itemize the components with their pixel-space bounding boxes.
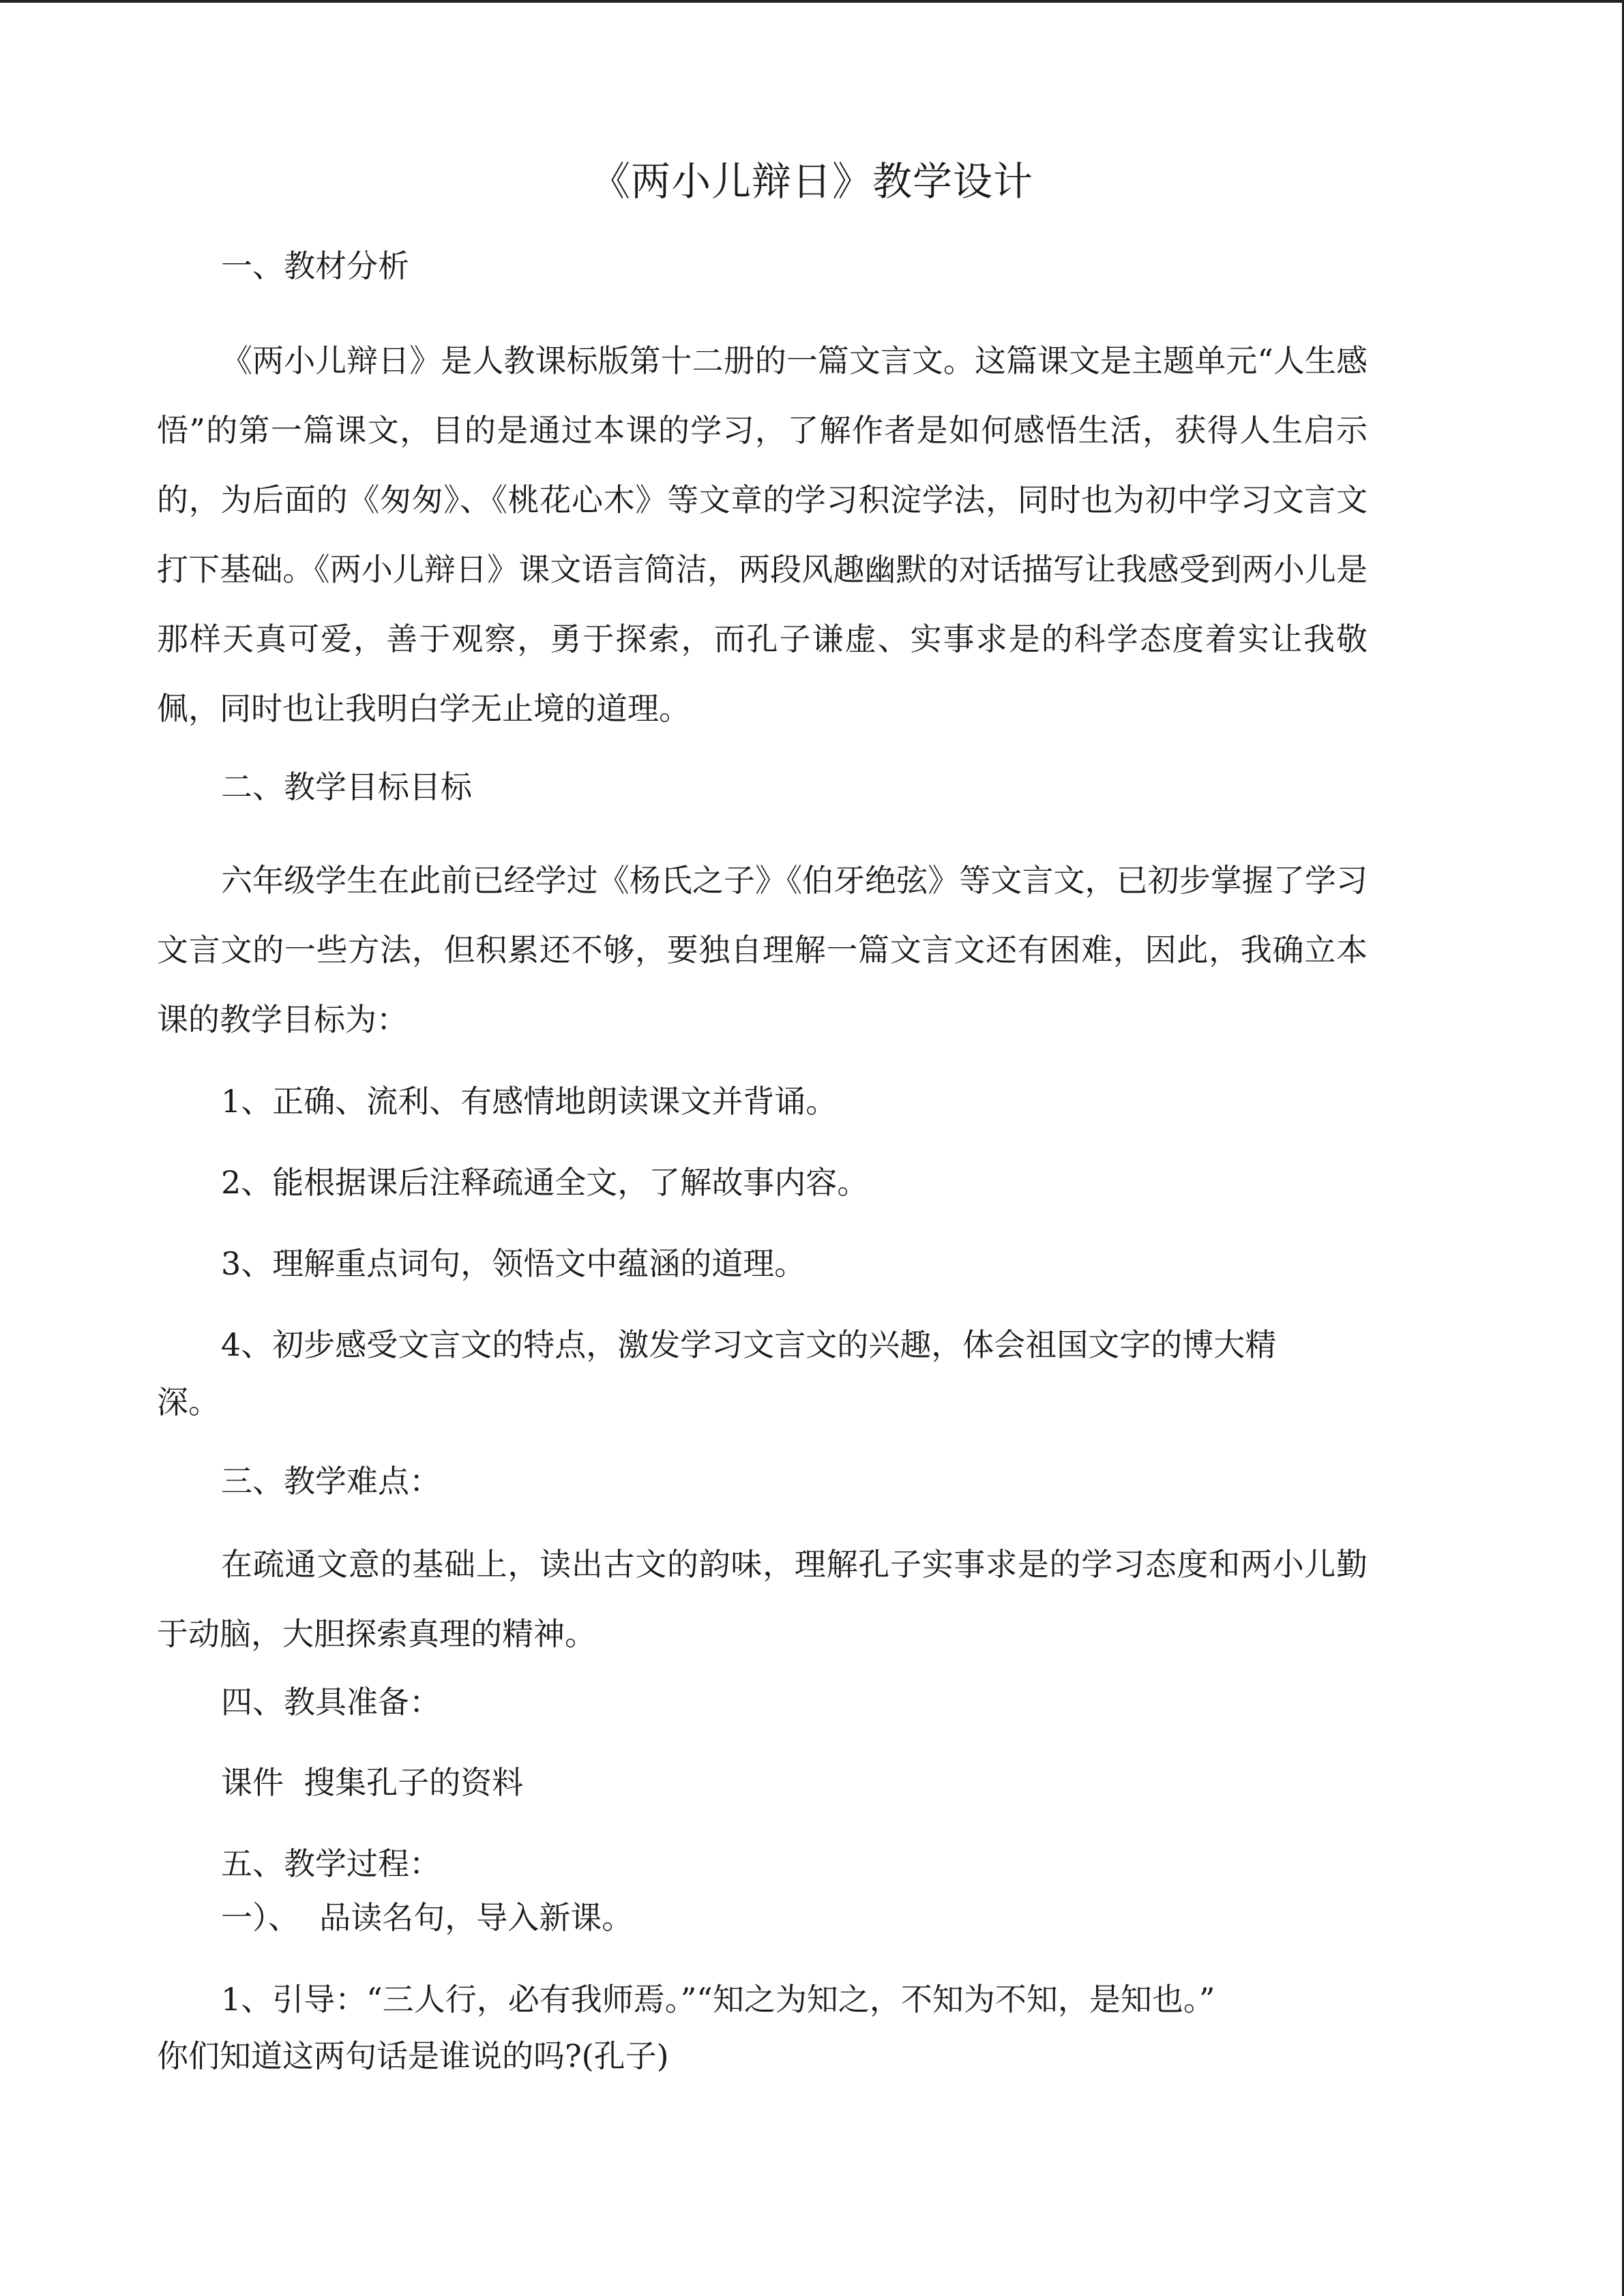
- section-content-4: 课件 搜集孔子的资料: [221, 1764, 524, 1801]
- section-paragraph-1: 《两小儿辩日》是人教课标版第十二册的一篇文言文。这篇课文是主题单元“人生感悟”的第一篇课文，目的是通过本课的学习，了解作者是如何感悟生活，获得人生启示的，为后面的《匆匆》、《桃花心木》等文章的学习积淀学法，同时也为初中学习文言文打下基础。《两小儿辩日》课文语言简洁，两段风趣幽默的对话描写让我感受到两小儿是那样天真可爱，善于观察，勇于探索，而孔子谦虚、实事求是的科学态度着实让我敬佩，同时也让我明白学无止境的道理。: [157, 342, 1368, 727]
- document-title: 《两小儿辩日》教学设计: [590, 158, 1033, 205]
- section-paragraph-2: 六年级学生在此前已经学过《杨氏之子》《伯牙绝弦》等文言文，已初步掌握了学习文言文的一些方法，但积累还不够，要独自理解一篇文言文还有困难，因此，我确立本课的教学目标为：: [157, 862, 1368, 1038]
- page-top-border: [0, 0, 1624, 3]
- section-heading-5: 五、教学过程：: [221, 1845, 441, 1882]
- goal-item-4-continued: 深。: [157, 1384, 220, 1420]
- section-heading-2: 二、教学目标目标: [221, 769, 472, 805]
- section-heading-1: 一、教材分析: [221, 248, 409, 284]
- process-step-1: 1、引导：“三人行，必有我师焉。”“知之为知之，不知为不知，是知也。”: [221, 1981, 1215, 2018]
- process-subheading-1: 一）、 品读名句，导入新课。: [221, 1899, 634, 1936]
- section-paragraph-3: 在疏通文意的基础上，读出古文的韵味，理解孔子实事求是的学习态度和两小儿勤于动脑，大胆探索真理的精神。: [157, 1546, 1368, 1652]
- process-step-1-continued: 你们知道这两句话是谁说的吗?(孔子): [157, 2038, 669, 2074]
- section-heading-4: 四、教具准备：: [221, 1684, 441, 1720]
- goal-item-3: 3、理解重点词句，领悟文中蕴涵的道理。: [221, 1245, 806, 1282]
- section-heading-3: 三、教学难点：: [221, 1463, 441, 1500]
- goal-item-2: 2、能根据课后注释疏通全文，了解故事内容。: [221, 1164, 869, 1201]
- goal-item-1: 1、正确、流利、有感情地朗读课文并背诵。: [221, 1083, 838, 1120]
- goal-item-4: 4、初步感受文言文的特点，激发学习文言文的兴趣，体会祖国文字的博大精: [221, 1326, 1277, 1363]
